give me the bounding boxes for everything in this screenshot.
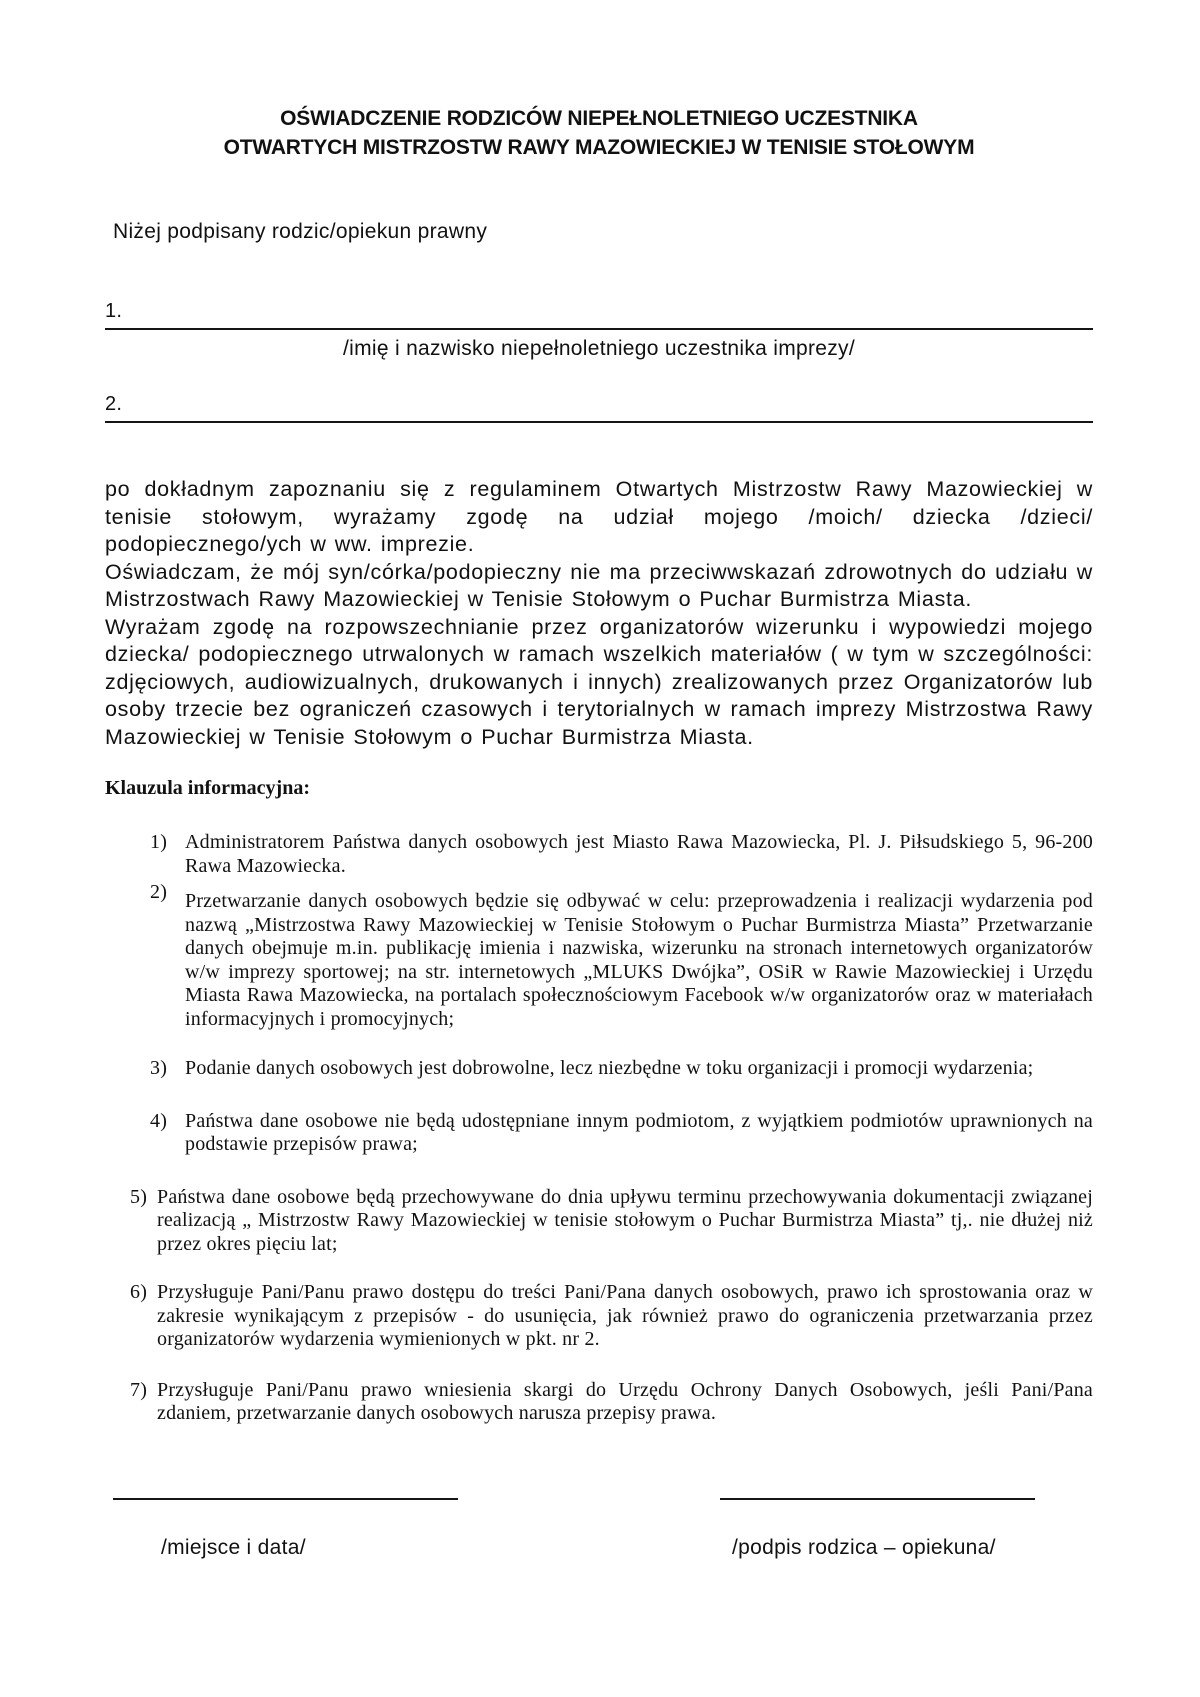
clause-item-7-text: Przysługuje Pani/Panu prawo wniesienia skargi do Urzędu Ochrony Danych Osobowych, jeśli Pani/Pana zdaniem, przetwarzanie danych osobowych narusza przepisy prawa.: [157, 1378, 1093, 1424]
clause-item-3: [105, 1057, 1093, 1081]
title-line-1: OŚWIADCZENIE RODZICÓW NIEPEŁNOLETNIEGO UCZESTNIKA: [280, 107, 918, 130]
clause-item-5-number: 5): [130, 1185, 148, 1208]
paragraph-health-declaration: Oświadczam, że mój syn/córka/podopieczny nie ma przeciwwskazań zdrowotnych do udziału w Mistrzostwach Rawy Mazowieckiej w Tenisie Stołowym o Puchar Burmistrza Miasta.: [105, 559, 1093, 611]
signature-parent-caption: /podpis rodzica – opiekuna/: [732, 1535, 996, 1559]
signature-parent-line: [720, 1498, 1035, 1560]
paragraph-image-rights: Wyrażam zgodę na rozpowszechnianie przez organizatorów wizerunku i wypowiedzi mojego dziecka/ podopiecznego utrwalonych w ramach wszelkich materiałów ( w tym w szczególności: zdjęciowych, audiowizualnych, drukowanych i innych) zrealizowanych przez Organizatorów lub osoby trzecie bez ograniczeń czasowych i terytorialnych w ramach imprezy Mistrzostwa Rawy Mazowieckiej w Tenisie Stołowym o Puchar Burmistrza Miasta.: [105, 614, 1093, 749]
document-content: [105, 0, 1093, 1560]
clause-item-1-number: 1): [150, 831, 168, 853]
clause-item-6-text: Przysługuje Pani/Panu prawo dostępu do treści Pani/Pana danych osobowych, prawo ich sprostowania oraz w zakresie wynikającym z przepisów - do usunięcia, jak również prawo do ograniczenia przetwarzania przez organizatorów wydarzenia wymienionych w pkt. nr 2.: [157, 1281, 1093, 1350]
clause-item-1-text: Administratorem Państwa danych osobowych jest Miasto Rawa Mazowiecka, Pl. J. Piłsudskiego 5, 96-200 Rawa Mazowiecka.: [185, 831, 1093, 877]
signature-row: [105, 1498, 1093, 1560]
clause-item-3-number: 3): [150, 1057, 168, 1079]
clause-item-5-text: Państwa dane osobowe będą przechowywane do dnia upływu terminu przechowywania dokumentacji związanej realizacją „ Mistrzostw Rawy Mazowieckiej w tenisie stołowym o Puchar Burmistrza Miasta” tj,. nie dłużej niż przez okres pięciu lat;: [157, 1185, 1093, 1255]
field-1-number: 1.: [105, 300, 123, 322]
clause-heading: Klauzula informacyjna:: [105, 777, 310, 799]
clause-item-6: [105, 1281, 1093, 1352]
field-2-number: 2.: [105, 393, 123, 415]
clause-item-2: [105, 881, 1093, 1031]
intro-text: Niżej podpisany rodzic/opiekun prawny: [113, 220, 488, 243]
clause-item-7: [105, 1379, 1093, 1426]
signature-place-date-caption: /miejsce i data/: [161, 1535, 306, 1559]
clause-item-2-text: Przetwarzanie danych osobowych będzie się odbywać w celu: przeprowadzenia i realizacji wydarzenia pod nazwą „Mistrzostwa Rawy Mazowieckiej w Tenisie Stołowym o Puchar Burmistrza Miasta” Przetwarzanie danych obejmuje m.in. publikację imienia i nazwiska, wizerunku na stronach internetowych organizatorów w/w imprezy sportowej; na str. internetowych „MLUKS Dwójka”, OSiR w Rawie Mazowieckiej i Urzędu Miasta Rawa Mazowiecka, na portalach społecznościowym Facebook w/w organizatorów oraz w materiałach informacyjnych i promocyjnych;: [185, 890, 1093, 1030]
consent-paragraphs: [105, 476, 1093, 751]
clause-list: [105, 831, 1093, 1426]
clause-item-4-text: Państwa dane osobowe nie będą udostępniane innym podmiotom, z wyjątkiem podmiotów uprawnionych na podstawie przepisów prawa;: [185, 1109, 1093, 1155]
signature-place-date-line: [113, 1498, 458, 1560]
page-title: [105, 104, 1093, 162]
field-1-caption: /imię i nazwisko niepełnoletniego uczestnika imprezy/: [343, 337, 855, 360]
clause-item-4-number: 4): [150, 1109, 168, 1132]
clause-item-1: [105, 831, 1093, 878]
participant-name-field-2: [105, 391, 1093, 423]
clause-item-3-text: Podanie danych osobowych jest dobrowolne, lecz niezbędne w toku organizacji i promocji wydarzenia;: [185, 1057, 1034, 1079]
clause-item-6-number: 6): [130, 1281, 148, 1303]
clause-item-4: [105, 1110, 1093, 1157]
paragraph-participation-consent: po dokładnym zapoznaniu się z regulaminem Otwartych Mistrzostw Rawy Mazowieckiej w tenisie stołowym, wyrażamy zgodę na udział mojego /moich/ dziecka /dzieci/ podopiecznego/ych w ww. imprezie.: [105, 477, 1093, 556]
title-line-2: OTWARTYCH MISTRZOSTW RAWY MAZOWIECKIEJ W TENISIE STOŁOWYM: [223, 136, 975, 159]
clause-item-5: [105, 1186, 1093, 1257]
participant-name-field-1: [105, 298, 1093, 330]
clause-item-7-number: 7): [130, 1378, 148, 1401]
clause-item-2-number: 2): [150, 881, 168, 903]
